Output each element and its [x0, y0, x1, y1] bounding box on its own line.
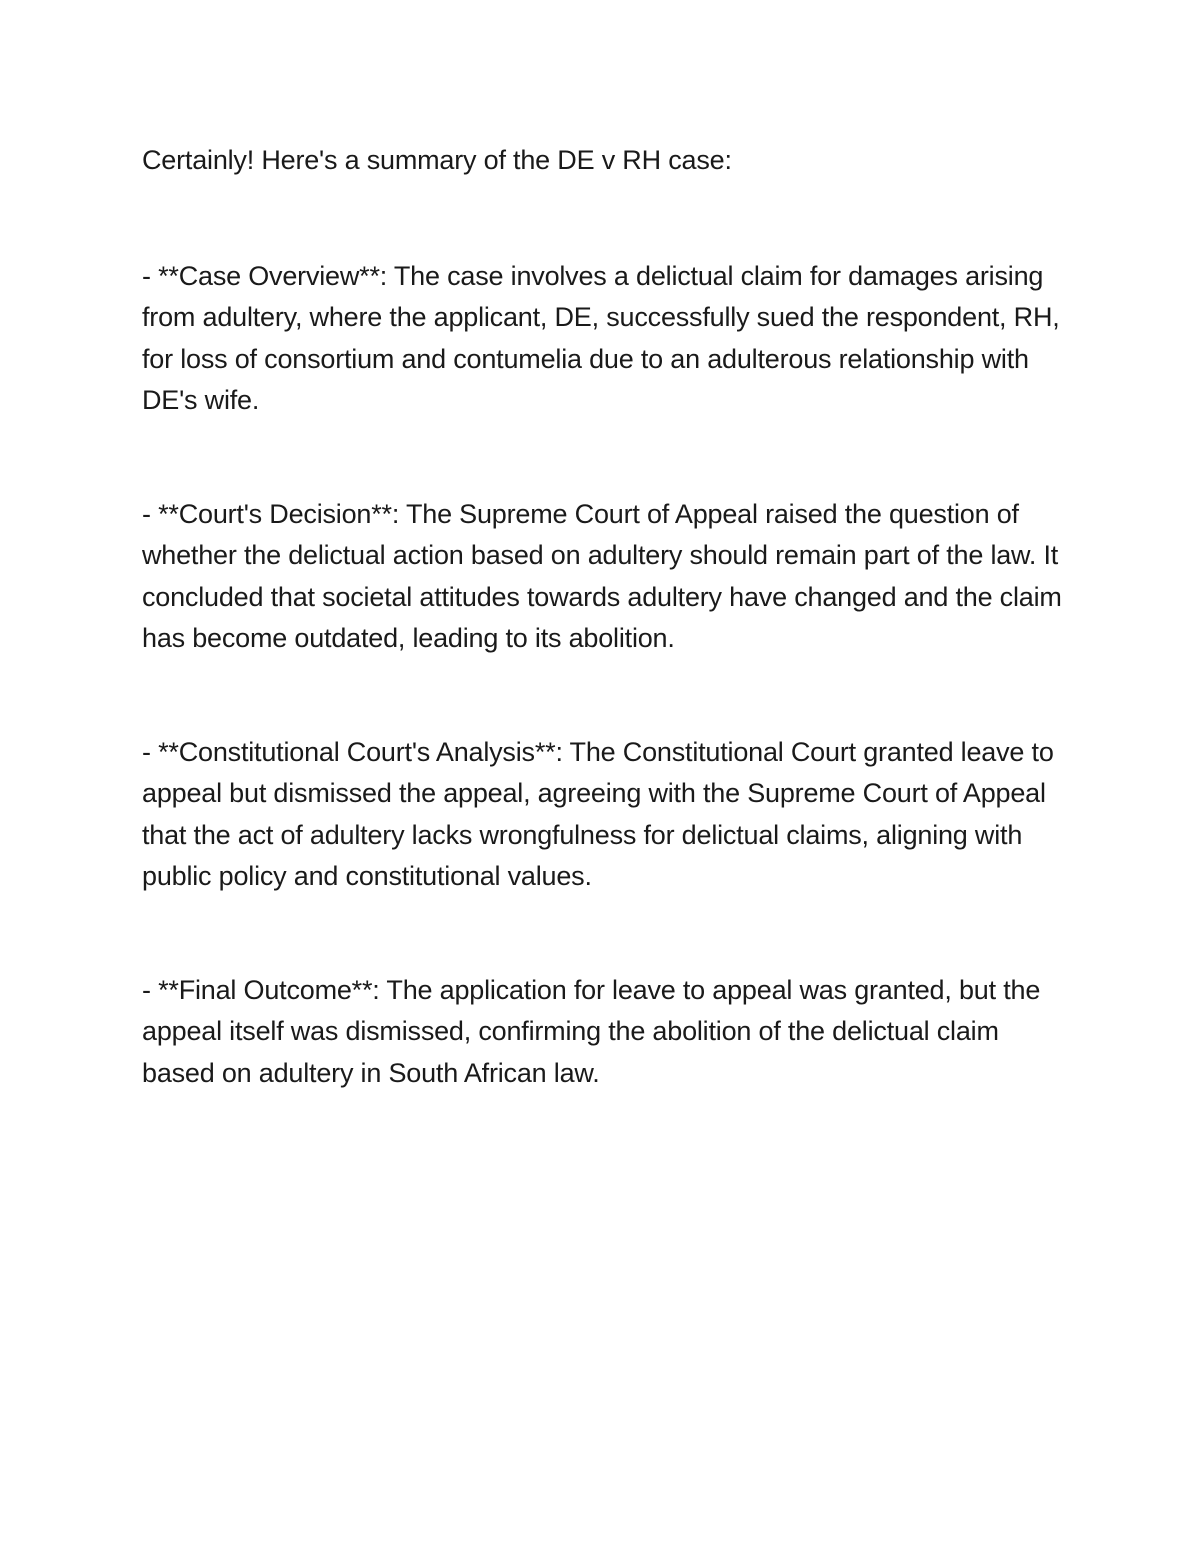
paragraph-final-outcome: - **Final Outcome**: The application for leave to appeal was granted, but the appeal itself was dismissed, confirming the abolition of the delictual claim based on adultery in South African law. [142, 974, 1041, 1088]
paragraph-case-overview: - **Case Overview**: The case involves a delictual claim for damages arising from adultery, where the applicant, DE, successfully sued the respondent, RH, for loss of consortium and contumelia due to an adulterous relationship with DE's wife. [142, 260, 1060, 415]
intro-line: Certainly! Here's a summary of the DE v RH case: [142, 145, 732, 175]
paragraph-courts-decision: - **Court's Decision**: The Supreme Court of Appeal raised the question of whether the delictual action based on adultery should remain part of the law. It concluded that societal attitudes towards adultery have changed and the claim has become outdated, leading to its abolition. [142, 498, 1062, 653]
document-body [142, 140, 1062, 1094]
paragraph-constitutional-analysis: - **Constitutional Court's Analysis**: The Constitutional Court granted leave to appeal but dismissed the appeal, agreeing with the Supreme Court of Appeal that the act of adultery lacks wrongfulness for delictual claims, aligning with public policy and constitutional values. [142, 736, 1054, 891]
